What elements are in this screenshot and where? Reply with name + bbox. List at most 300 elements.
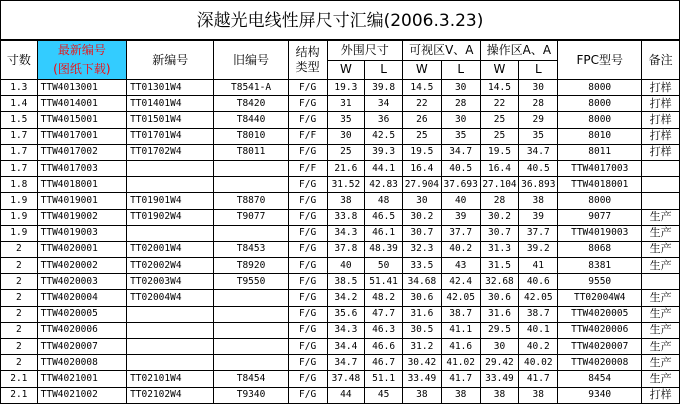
header-operate-l: L [519,60,558,80]
cell-type: F/G [288,290,327,306]
cell-old-code: T8920 [214,258,288,274]
cell-latest-code: TTW4020003 [37,274,126,290]
cell-outline-l: 50 [365,258,403,274]
cell-remark: 打样 [642,80,680,96]
cell-type: F/G [288,387,327,403]
cell-old-code [214,225,288,241]
cell-type: F/G [288,274,327,290]
cell-fpc: TTW4020006 [558,322,642,338]
cell-type: F/G [288,371,327,387]
cell-outline-l: 46.5 [365,209,403,225]
cell-outline-w: 33.8 [327,209,365,225]
header-operate-w: W [480,60,519,80]
cell-old-code: T8541-A [214,80,288,96]
cell-old-code [214,160,288,176]
cell-latest-code: TTW4017001 [37,128,126,144]
cell-new-code: TT02001W4 [127,241,214,257]
cell-fpc: 8454 [558,371,642,387]
cell-remark: 生产 [642,258,680,274]
cell-view-l: 39 [441,209,480,225]
cell-size: 1.4 [1,96,38,112]
cell-type: F/F [288,128,327,144]
cell-remark [642,274,680,290]
cell-remark: 打样 [642,112,680,128]
cell-view-w: 38 [402,387,441,403]
header-fpc: FPC型号 [558,41,642,80]
header-view-w: W [402,60,441,80]
cell-latest-code: TTW4020004 [37,290,126,306]
cell-size: 1.9 [1,209,38,225]
cell-outline-w: 34.3 [327,322,365,338]
table-row [1,193,680,209]
table-row [1,306,680,322]
cell-size: 2 [1,258,38,274]
cell-operate-l: 42.05 [519,290,558,306]
cell-old-code: T8440 [214,112,288,128]
cell-remark [642,160,680,176]
cell-old-code: T9077 [214,209,288,225]
cell-remark: 生产 [642,225,680,241]
cell-operate-w: 38 [480,387,519,403]
cell-view-w: 19.5 [402,144,441,160]
cell-operate-l: 40.5 [519,160,558,176]
cell-new-code: TT02101W4 [127,371,214,387]
cell-new-code [127,355,214,371]
cell-new-code [127,322,214,338]
cell-operate-w: 16.4 [480,160,519,176]
cell-fpc: 8381 [558,258,642,274]
cell-fpc: TTW4018001 [558,177,642,193]
cell-new-code [127,160,214,176]
table-row [1,144,680,160]
cell-remark: 打样 [642,144,680,160]
cell-type: F/G [288,339,327,355]
table-row [1,96,680,112]
header-old-code: 旧编号 [214,41,288,80]
cell-outline-l: 46.6 [365,339,403,355]
cell-outline-w: 37.48 [327,371,365,387]
table-row [1,112,680,128]
cell-view-l: 41.1 [441,322,480,338]
cell-old-code: T9340 [214,387,288,403]
cell-view-w: 27.904 [402,177,441,193]
header-type: 类型 [295,60,320,74]
header-operate-area: 操作区A、A [480,41,558,61]
cell-type: F/G [288,177,327,193]
cell-operate-w: 29.5 [480,322,519,338]
header-latest-code[interactable] [37,41,126,80]
cell-latest-code: TTW4017003 [37,160,126,176]
cell-new-code: TT01702W4 [127,144,214,160]
cell-operate-w: 30 [480,339,519,355]
cell-fpc: TTW4020008 [558,355,642,371]
header-view-area: 可视区V、A [402,41,480,61]
cell-latest-code: TTW4020001 [37,241,126,257]
cell-view-w: 30.7 [402,225,441,241]
cell-operate-w: 31.6 [480,306,519,322]
table-row [1,290,680,306]
cell-view-w: 14.5 [402,80,441,96]
cell-view-l: 30 [441,80,480,96]
cell-old-code: T8011 [214,144,288,160]
cell-latest-code: TTW4019002 [37,209,126,225]
header-structure: 结构 [295,45,320,59]
cell-operate-w: 30.2 [480,209,519,225]
cell-size: 1.3 [1,80,38,96]
cell-view-l: 42.4 [441,274,480,290]
cell-type: F/G [288,258,327,274]
cell-latest-code: TTW4015001 [37,112,126,128]
cell-operate-w: 19.5 [480,144,519,160]
cell-remark: 生产 [642,322,680,338]
table-row [1,387,680,403]
cell-operate-w: 14.5 [480,80,519,96]
cell-new-code: TT01501W4 [127,112,214,128]
cell-outline-l: 42.83 [365,177,403,193]
cell-outline-l: 44.1 [365,160,403,176]
cell-new-code: TT02002W4 [127,258,214,274]
cell-outline-l: 48 [365,193,403,209]
cell-size: 1.7 [1,160,38,176]
header-outline-w: W [327,60,365,80]
cell-latest-code: TTW4019001 [37,193,126,209]
cell-new-code: TT01901W4 [127,193,214,209]
cell-latest-code: TTW4020005 [37,306,126,322]
cell-outline-w: 38 [327,193,365,209]
cell-fpc: 8000 [558,193,642,209]
table-row [1,80,680,96]
cell-remark [642,177,680,193]
cell-operate-w: 31.5 [480,258,519,274]
cell-view-l: 41.7 [441,371,480,387]
cell-operate-l: 29 [519,112,558,128]
cell-operate-l: 38.7 [519,306,558,322]
table-row [1,371,680,387]
cell-old-code: T8870 [214,193,288,209]
cell-fpc: TT02004W4 [558,290,642,306]
cell-type: F/G [288,80,327,96]
cell-size: 1.9 [1,225,38,241]
cell-remark: 打样 [642,96,680,112]
cell-view-l: 38.7 [441,306,480,322]
header-row-1 [1,41,680,61]
cell-type: F/G [288,96,327,112]
cell-operate-l: 41.7 [519,371,558,387]
cell-view-l: 34.7 [441,144,480,160]
cell-latest-code: TTW4021001 [37,371,126,387]
cell-operate-w: 25 [480,128,519,144]
cell-old-code [214,177,288,193]
cell-new-code: TT01701W4 [127,128,214,144]
cell-old-code [214,290,288,306]
cell-outline-l: 42.5 [365,128,403,144]
cell-latest-code: TTW4014001 [37,96,126,112]
cell-outline-w: 19.3 [327,80,365,96]
cell-type: F/G [288,306,327,322]
cell-remark: 生产 [642,371,680,387]
cell-size: 1.7 [1,144,38,160]
header-remark: 备注 [642,41,680,80]
cell-view-l: 35 [441,128,480,144]
cell-operate-l: 40.6 [519,274,558,290]
table-body [1,80,680,404]
cell-size: 2 [1,274,38,290]
cell-view-w: 22 [402,96,441,112]
cell-fpc: 8000 [558,96,642,112]
cell-view-w: 32.3 [402,241,441,257]
header-structure-type [288,41,327,80]
cell-outline-l: 51.41 [365,274,403,290]
cell-size: 2.1 [1,371,38,387]
cell-outline-l: 47.7 [365,306,403,322]
cell-new-code: TT02102W4 [127,387,214,403]
cell-outline-l: 45 [365,387,403,403]
cell-remark: 生产 [642,209,680,225]
cell-new-code: TT02004W4 [127,290,214,306]
cell-operate-l: 40.02 [519,355,558,371]
table-row [1,128,680,144]
cell-fpc: 8000 [558,80,642,96]
table-row [1,274,680,290]
cell-fpc: 9340 [558,387,642,403]
cell-outline-w: 30 [327,128,365,144]
cell-size: 2 [1,355,38,371]
cell-view-l: 40.2 [441,241,480,257]
cell-view-l: 41.02 [441,355,480,371]
cell-outline-w: 35.6 [327,306,365,322]
cell-fpc: 8011 [558,144,642,160]
cell-latest-code: TTW4020007 [37,339,126,355]
cell-outline-w: 31 [327,96,365,112]
cell-old-code [214,322,288,338]
header-new-code: 新编号 [127,41,214,80]
cell-fpc: TTW4020005 [558,306,642,322]
cell-new-code [127,339,214,355]
cell-remark: 生产 [642,290,680,306]
cell-outline-w: 37.8 [327,241,365,257]
cell-outline-w: 34.3 [327,225,365,241]
cell-fpc: 9550 [558,274,642,290]
cell-operate-w: 30.6 [480,290,519,306]
cell-remark: 生产 [642,339,680,355]
cell-operate-l: 40.2 [519,339,558,355]
cell-fpc: TTW4017003 [558,160,642,176]
cell-view-l: 40 [441,193,480,209]
cell-size: 1.9 [1,193,38,209]
cell-old-code [214,355,288,371]
cell-outline-l: 51.1 [365,371,403,387]
cell-remark: 生产 [642,355,680,371]
cell-outline-w: 44 [327,387,365,403]
cell-outline-l: 46.1 [365,225,403,241]
header-outline-l: L [365,60,403,80]
table-row [1,355,680,371]
cell-operate-l: 35 [519,128,558,144]
cell-new-code [127,225,214,241]
cell-outline-l: 48.39 [365,241,403,257]
cell-view-w: 30.5 [402,322,441,338]
cell-remark: 生产 [642,241,680,257]
cell-view-l: 43 [441,258,480,274]
cell-old-code [214,306,288,322]
cell-operate-w: 32.68 [480,274,519,290]
cell-outline-w: 34.7 [327,355,365,371]
cell-view-l: 30 [441,112,480,128]
cell-type: F/G [288,209,327,225]
cell-old-code: T8420 [214,96,288,112]
cell-operate-w: 29.42 [480,355,519,371]
cell-size: 2 [1,322,38,338]
cell-view-w: 16.4 [402,160,441,176]
cell-view-w: 31.6 [402,306,441,322]
cell-latest-code: TTW4017002 [37,144,126,160]
cell-remark: 打样 [642,387,680,403]
cell-operate-w: 31.3 [480,241,519,257]
header-latest-code-label: 最新编号 [57,43,106,57]
cell-type: F/G [288,355,327,371]
cell-old-code [214,339,288,355]
cell-view-w: 30.42 [402,355,441,371]
cell-type: F/G [288,225,327,241]
cell-outline-l: 39.3 [365,144,403,160]
cell-old-code: T8454 [214,371,288,387]
cell-fpc: 8010 [558,128,642,144]
cell-operate-l: 39.2 [519,241,558,257]
cell-operate-l: 34.7 [519,144,558,160]
table-row [1,177,680,193]
cell-size: 2 [1,306,38,322]
cell-outline-w: 40 [327,258,365,274]
cell-latest-code: TTW4021002 [37,387,126,403]
table-row [1,258,680,274]
cell-type: F/G [288,241,327,257]
cell-outline-l: 48.2 [365,290,403,306]
cell-type: F/G [288,144,327,160]
cell-new-code [127,177,214,193]
header-view-l: L [441,60,480,80]
cell-outline-w: 31.52 [327,177,365,193]
cell-operate-w: 22 [480,96,519,112]
table-row [1,209,680,225]
cell-new-code: TT02003W4 [127,274,214,290]
cell-old-code: T8453 [214,241,288,257]
cell-size: 1.5 [1,112,38,128]
cell-outline-l: 39.8 [365,80,403,96]
cell-operate-w: 30.7 [480,225,519,241]
cell-view-w: 30 [402,193,441,209]
cell-remark [642,193,680,209]
cell-size: 1.8 [1,177,38,193]
sheet-title: 深越光电线性屏尺寸汇编(2006.3.23) [0,0,680,40]
cell-old-code: T9550 [214,274,288,290]
cell-view-l: 37.7 [441,225,480,241]
table-row [1,322,680,338]
cell-type: F/G [288,322,327,338]
cell-operate-l: 28 [519,96,558,112]
drawing-download-link[interactable]: (图纸下载) [53,62,111,76]
cell-operate-l: 37.7 [519,225,558,241]
cell-view-w: 33.49 [402,371,441,387]
cell-latest-code: TTW4019003 [37,225,126,241]
cell-operate-l: 39 [519,209,558,225]
cell-view-l: 37.693 [441,177,480,193]
cell-operate-l: 38 [519,387,558,403]
cell-new-code [127,306,214,322]
cell-type: F/F [288,160,327,176]
cell-outline-w: 34.2 [327,290,365,306]
cell-latest-code: TTW4018001 [37,177,126,193]
cell-latest-code: TTW4020006 [37,322,126,338]
cell-type: F/G [288,112,327,128]
cell-old-code: T8010 [214,128,288,144]
cell-view-w: 25 [402,128,441,144]
cell-operate-w: 33.49 [480,371,519,387]
cell-operate-l: 40.1 [519,322,558,338]
cell-outline-w: 38.5 [327,274,365,290]
cell-operate-l: 38 [519,193,558,209]
cell-new-code: TT01401W4 [127,96,214,112]
cell-operate-l: 36.893 [519,177,558,193]
cell-operate-l: 41 [519,258,558,274]
cell-view-l: 41.6 [441,339,480,355]
cell-outline-l: 36 [365,112,403,128]
cell-new-code: TT01301W4 [127,80,214,96]
cell-view-w: 31.2 [402,339,441,355]
cell-size: 1.7 [1,128,38,144]
cell-fpc: TTW4019003 [558,225,642,241]
cell-size: 2.1 [1,387,38,403]
cell-new-code: TT01902W4 [127,209,214,225]
cell-size: 2 [1,241,38,257]
cell-view-l: 42.05 [441,290,480,306]
cell-outline-l: 34 [365,96,403,112]
cell-operate-w: 28 [480,193,519,209]
header-size: 寸数 [1,41,38,80]
cell-view-w: 34.68 [402,274,441,290]
cell-size: 2 [1,290,38,306]
cell-outline-l: 46.7 [365,355,403,371]
cell-fpc: 8000 [558,112,642,128]
cell-outline-l: 46.3 [365,322,403,338]
cell-outline-w: 34.4 [327,339,365,355]
cell-remark: 打样 [642,128,680,144]
cell-fpc: 9077 [558,209,642,225]
cell-type: F/G [288,193,327,209]
cell-view-l: 38 [441,387,480,403]
cell-view-w: 26 [402,112,441,128]
table-row [1,225,680,241]
table-row [1,160,680,176]
cell-operate-w: 25 [480,112,519,128]
table-row [1,241,680,257]
cell-latest-code: TTW4020002 [37,258,126,274]
size-table [0,40,680,404]
cell-operate-w: 27.104 [480,177,519,193]
cell-latest-code: TTW4020008 [37,355,126,371]
cell-view-w: 33.5 [402,258,441,274]
cell-remark: 生产 [642,306,680,322]
cell-size: 2 [1,339,38,355]
cell-fpc: TTW4020007 [558,339,642,355]
header-outline: 外围尺寸 [327,41,402,61]
cell-view-l: 40.5 [441,160,480,176]
cell-outline-w: 21.6 [327,160,365,176]
cell-view-l: 28 [441,96,480,112]
cell-outline-w: 35 [327,112,365,128]
cell-outline-w: 25 [327,144,365,160]
cell-operate-l: 30 [519,80,558,96]
cell-fpc: 8068 [558,241,642,257]
